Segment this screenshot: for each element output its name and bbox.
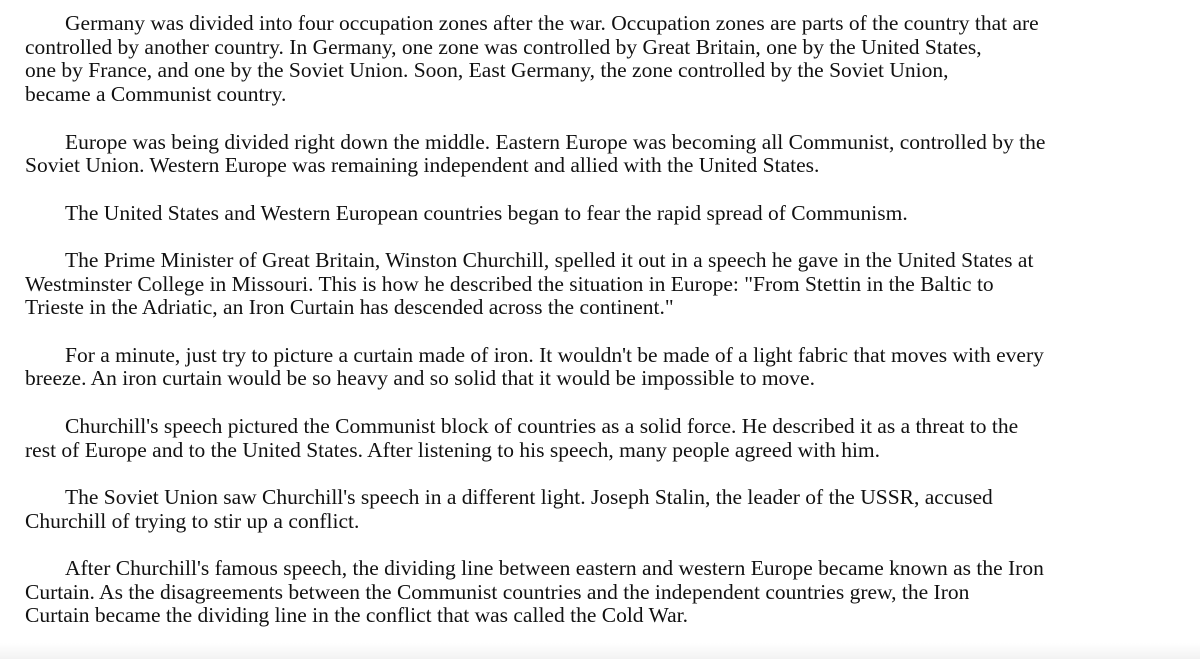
- paragraph-cold-war: After Churchill's famous speech, the dividing line between eastern and western Europe became known as the Iron Curtain. As the disagreements between the Communist countries and the independent countries grew, the Iron Curtain became the dividing line in the conflict that was called the Cold War.: [25, 556, 1044, 628]
- paragraph-soviet-response: The Soviet Union saw Churchill's speech in a different light. Joseph Stalin, the leader of the USSR, accused Churchill of trying to stir up a conflict.: [25, 484, 993, 533]
- document-body: [25, 12, 1175, 628]
- paragraph-churchill-speech: The Prime Minister of Great Britain, Winston Churchill, spelled it out in a speech he gave in the United States at Westminster College in Missouri. This is how he described the situation in Europe: "From Stettin in the Baltic to Trieste in the Adriatic, an Iron Curtain has descended across the continent.": [25, 247, 1034, 320]
- paragraph-occupation-zones: Germany was divided into four occupation zones after the war. Occupation zones are parts of the country that are controlled by another country. In Germany, one zone was controlled by Great Britain, one by the United States, one by France, and one by the Soviet Union. Soon, East Germany, the zone controlled by the Soviet Union, became a Communist country.: [25, 11, 1039, 107]
- paragraph-picture-iron-curtain: For a minute, just try to picture a curtain made of iron. It wouldn't be made of a light fabric that moves with every breeze. An iron curtain would be so heavy and so solid that it would be impossible to move.: [25, 342, 1044, 391]
- paragraph-fear-of-communism: The United States and Western European countries began to fear the rapid spread of Communism.: [65, 200, 908, 225]
- paragraph-communist-block: Churchill's speech pictured the Communist block of countries as a solid force. He described it as a threat to the rest of Europe and to the United States. After listening to his speech, many people agreed with him.: [25, 413, 1019, 462]
- page-bottom-edge: [0, 643, 1200, 659]
- paragraph-europe-divided: Europe was being divided right down the middle. Eastern Europe was becoming all Communist, controlled by the Soviet Union. Western Europe was remaining independent and allied with the United States.: [25, 129, 1046, 178]
